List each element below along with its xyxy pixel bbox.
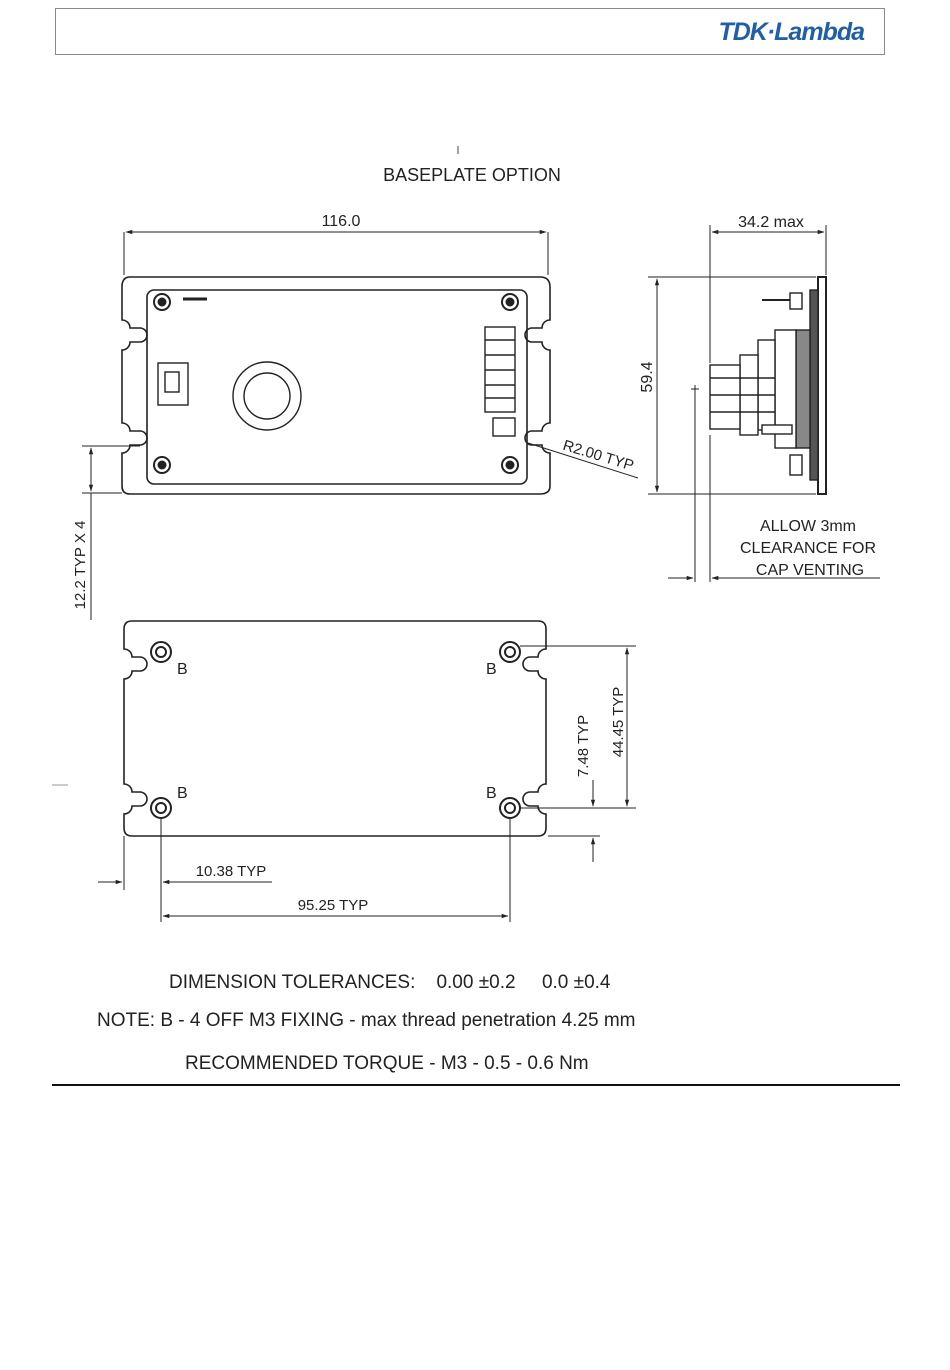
tolerances-note: DIMENSION TOLERANCES: 0.00 ±0.2 0.0 ±0.4 [169,972,611,993]
venting-note-line-1: ALLOW 3mm [759,518,857,535]
dim-width-overall [124,232,548,275]
venting-note-line-2: CLEARANCE FOR [739,540,877,557]
dim-radius-label: R2.00 TYP [560,436,636,475]
fixing-label-b: B [177,785,188,802]
dim-hole-offset-y-label: 7.48 TYP [575,714,592,778]
baseplate-fixings [151,642,520,818]
dim-slot-spacing [82,446,140,620]
dim-hole-offset-y [548,780,600,862]
dim-height-overall-label: 59.4 [639,361,656,393]
dim-depth-max-label: 34.2 max [738,214,804,231]
dim-hole-pitch-y-label: 44.45 TYP [610,686,627,758]
top-view-components [158,299,515,436]
fixing-label-b: B [486,785,497,802]
dim-hole-offset-x-label: 10.38 TYP [195,863,267,880]
top-view-corner-screws [154,294,518,473]
fixing-note: NOTE: B - 4 OFF M3 FIXING - max thread penetration 4.25 mm [97,1010,636,1031]
drawing-title: BASEPLATE OPTION [383,165,561,185]
bottom-rule [52,1084,900,1086]
dim-slot-spacing-label: 12.2 TYP X 4 [72,520,89,610]
fixing-label-b: B [486,661,497,678]
tdk-lambda-logo: TDK·Lambda [718,18,864,46]
side-view [710,277,826,494]
dim-hole-pitch-x-label: 95.25 TYP [297,897,369,914]
torque-note: RECOMMENDED TORQUE - M3 - 0.5 - 0.6 Nm [185,1053,589,1074]
baseplate-view [124,621,546,836]
fixing-label-b: B [177,661,188,678]
dim-width-overall-label: 116.0 [321,213,361,230]
venting-note-line-3: CAP VENTING [755,562,865,579]
